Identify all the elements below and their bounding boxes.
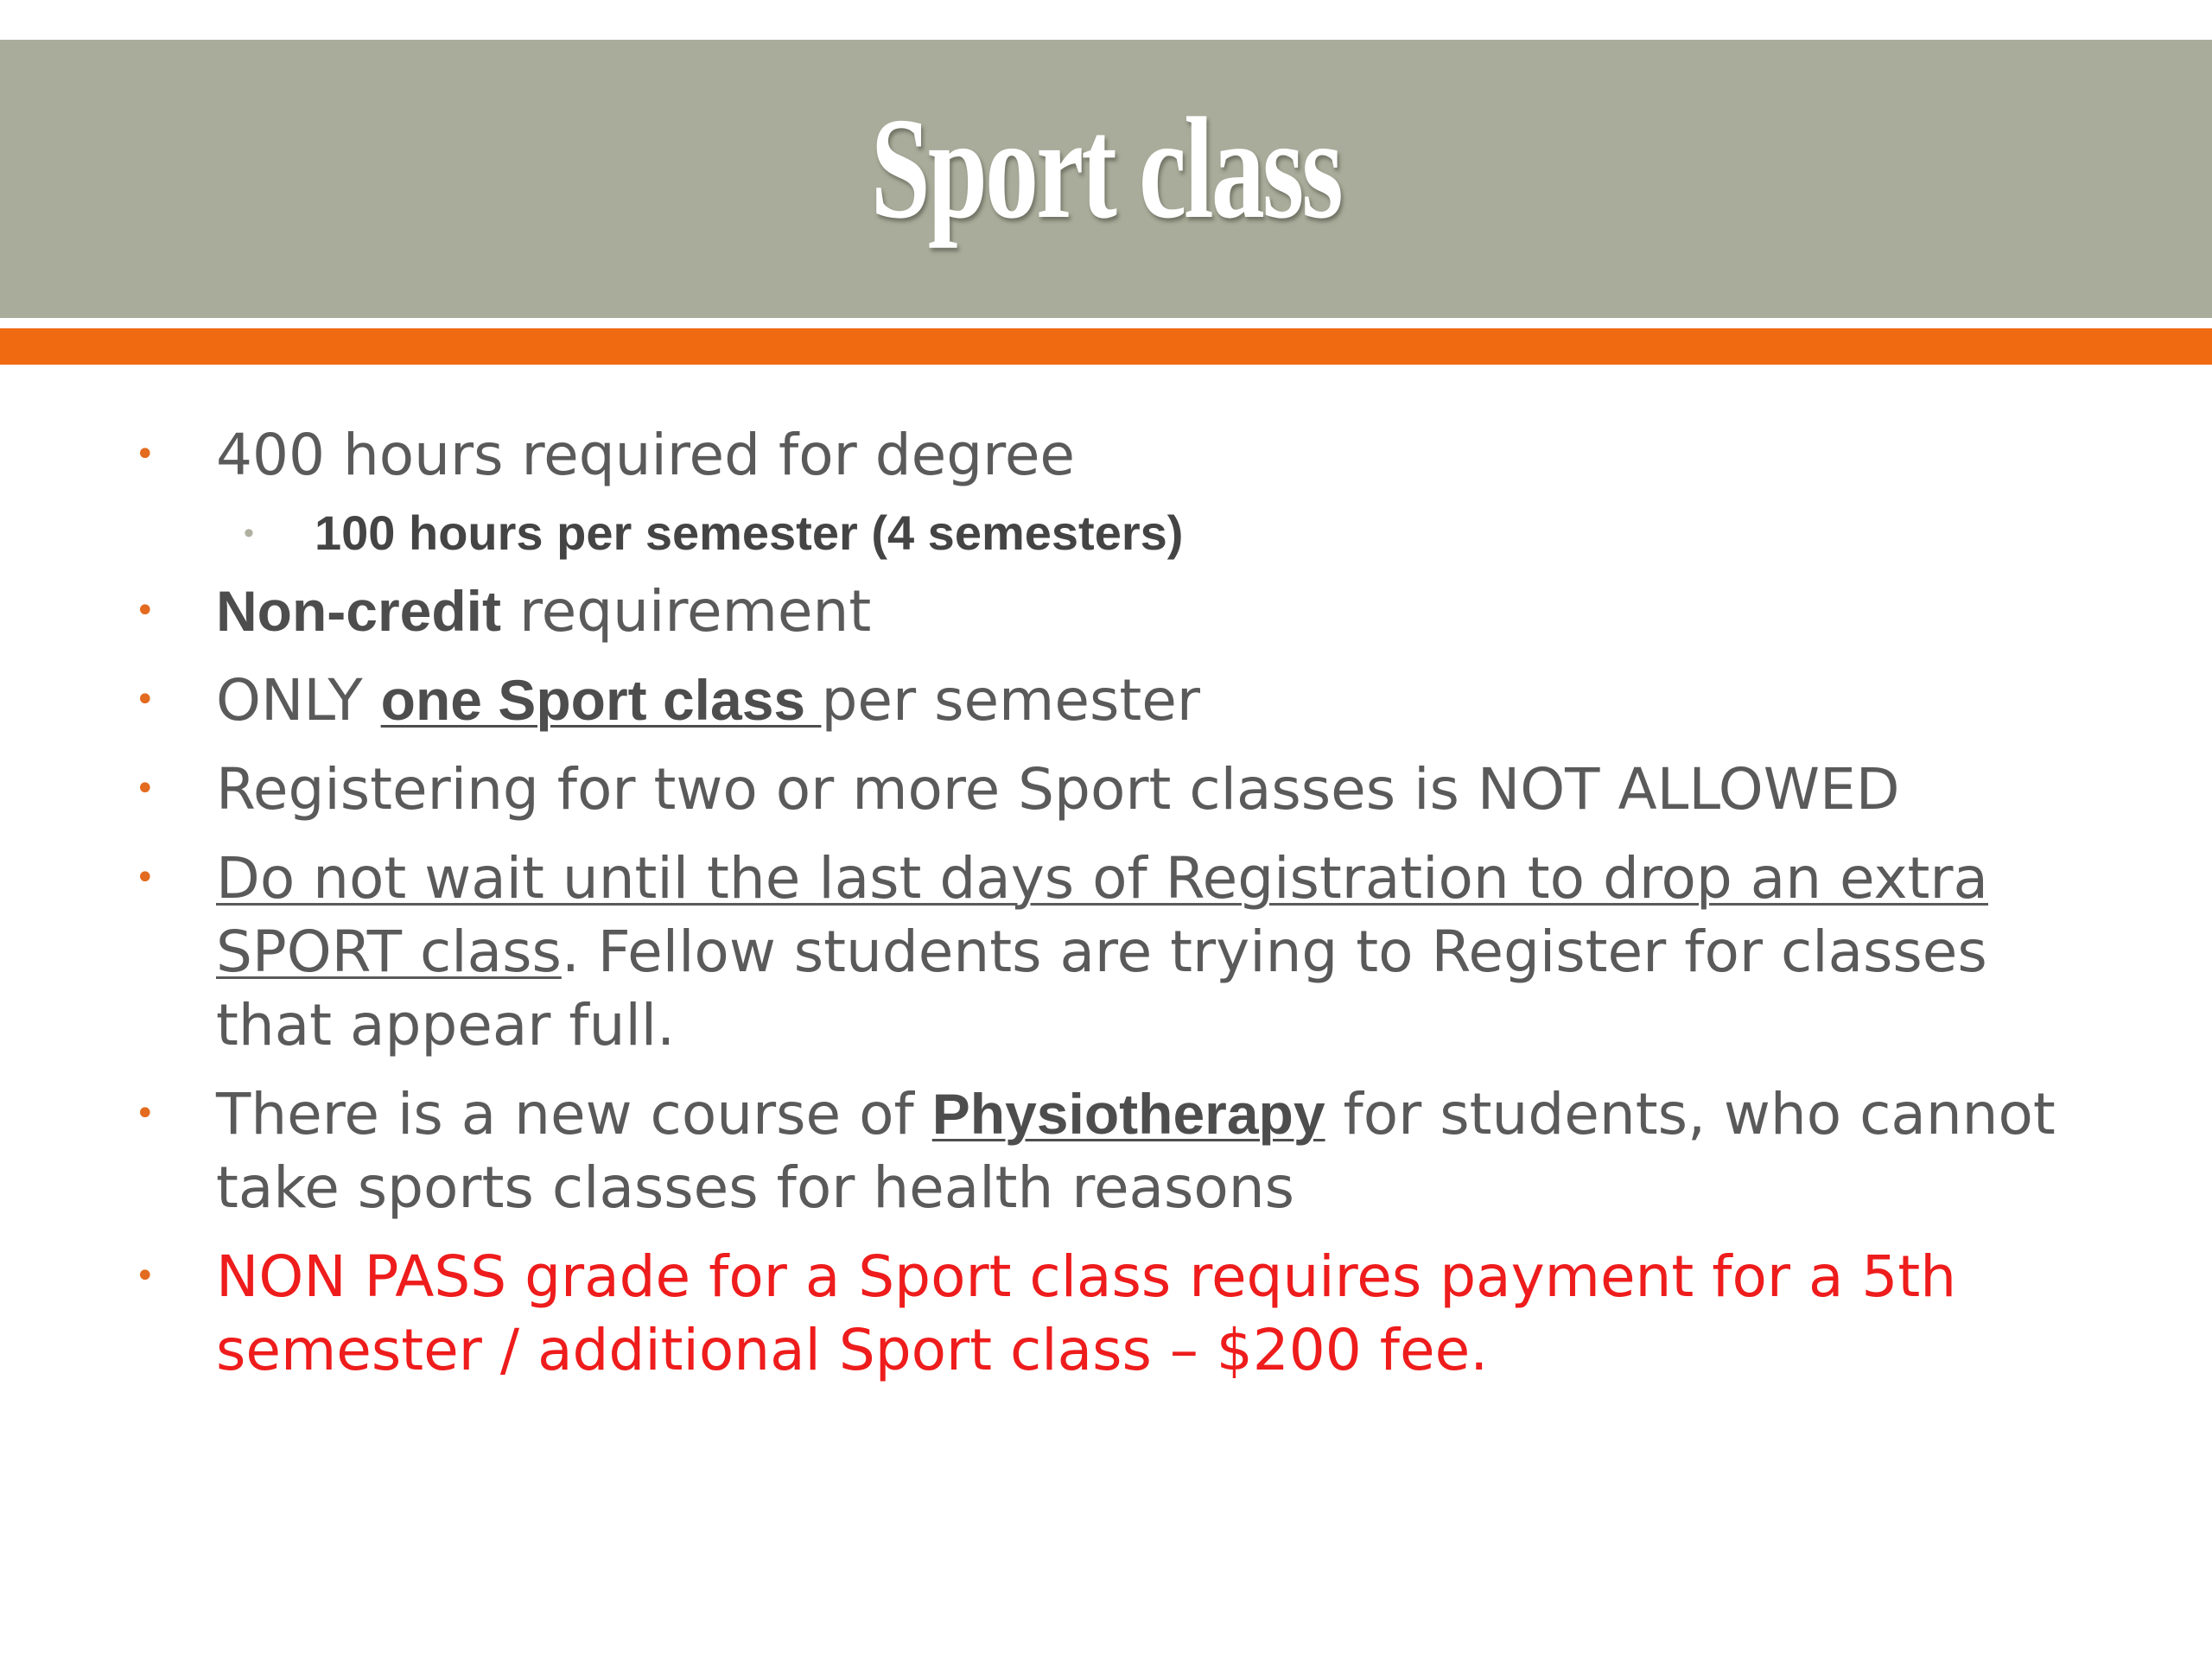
bullet-item-hours xyxy=(0,418,2212,492)
bullet-bold-text: Non-credit xyxy=(216,579,501,643)
bullet-text: . Fellow students are trying to Register for classes that appear full. xyxy=(216,918,1987,1058)
accent-bar xyxy=(0,328,2212,365)
bullet-item-not-allowed xyxy=(0,753,2212,826)
bullet-underlined-text: one Sport class xyxy=(380,668,822,732)
bullet-item-one-class xyxy=(0,664,2212,737)
bullet-dot-icon: • xyxy=(135,858,156,898)
bullet-dot-icon: • xyxy=(135,680,156,720)
bullet-text: for students, who cannot take sports classes for health reasons xyxy=(216,1081,2056,1221)
sub-bullet-text: 100 hours per semester (4 semesters) xyxy=(315,505,1184,560)
bullet-dot-icon: • xyxy=(135,435,156,474)
bullet-text: requirement xyxy=(501,578,872,645)
bullet-text: ONLY xyxy=(216,667,381,734)
sub-bullet-item-semester-hours xyxy=(0,499,2212,568)
bullet-dot-icon: • xyxy=(135,1094,156,1134)
bullet-dot-icon: • xyxy=(135,591,156,631)
bullet-item-non-credit xyxy=(0,575,2212,648)
bullet-underlined-text: Physiotherapy xyxy=(931,1082,1325,1146)
bullet-item-physiotherapy xyxy=(0,1077,2212,1224)
bullet-list xyxy=(0,418,2212,1402)
bullet-text: Registering for two or more Sport classes is NOT ALLOWED xyxy=(216,756,1900,823)
title-band xyxy=(0,40,2212,318)
bullet-item-do-not-wait xyxy=(0,842,2212,1062)
bullet-text: per semester xyxy=(821,667,1200,734)
bullet-item-non-pass-fee xyxy=(0,1240,2212,1387)
bullet-dot-icon: • xyxy=(135,769,156,809)
bullet-text: 400 hours required for degree xyxy=(216,422,1076,488)
bullet-dot-icon: • xyxy=(135,1256,156,1296)
sub-bullet-dot-icon: • xyxy=(244,517,254,550)
slide-title: Sport class xyxy=(870,88,1342,249)
bullet-underlined-text: Do not wait until the last days of Registration to drop an extra SPORT class xyxy=(216,845,1988,985)
bullet-warning-text: NON PASS grade for a Sport class requires payment for a 5th semester / additional Sport class – $200 fee. xyxy=(216,1243,1957,1383)
bullet-text: There is a new course of xyxy=(216,1081,932,1147)
